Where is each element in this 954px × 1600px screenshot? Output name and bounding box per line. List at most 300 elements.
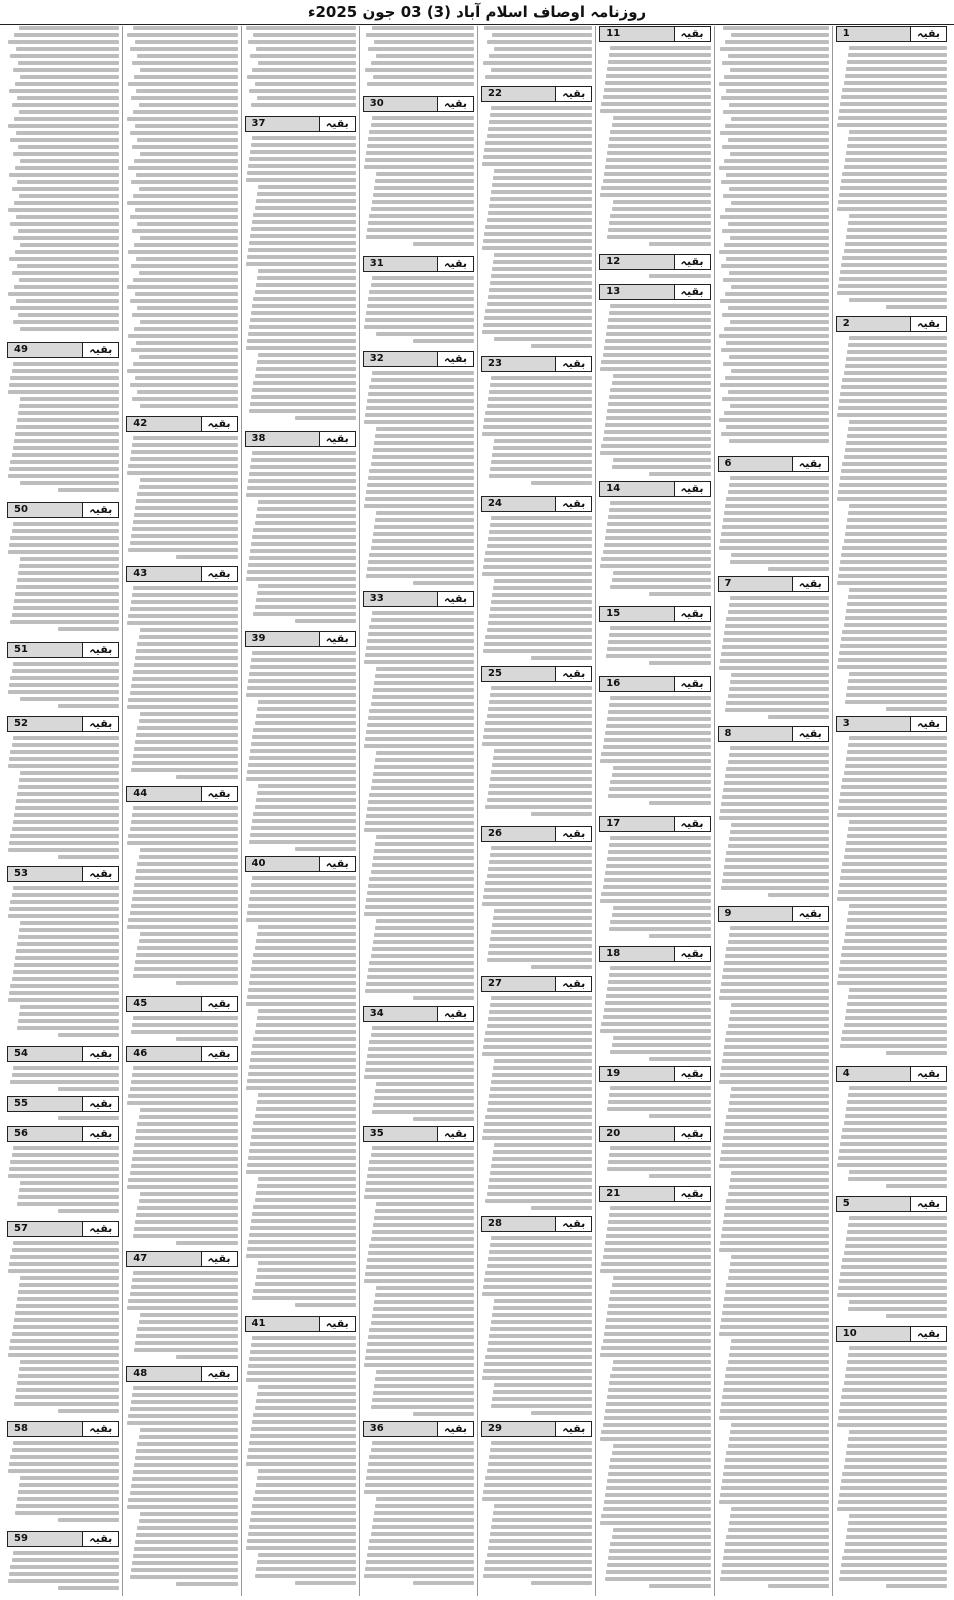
continuation-label: بقیہ [82, 867, 118, 881]
continuation-label: بقیہ [82, 1097, 118, 1111]
continuation-block [599, 481, 710, 604]
continuation-block [126, 1046, 237, 1249]
continuation-number: 19 [606, 1068, 621, 1079]
continuation-header [126, 416, 237, 432]
continuation-block [718, 456, 829, 574]
continuation-label: بقیہ [437, 592, 473, 606]
continuation-label: بقیہ [319, 632, 355, 646]
continuation-label: بقیہ [792, 577, 828, 591]
continuation-label: بقیہ [792, 457, 828, 471]
continuation-block [363, 1126, 474, 1419]
column-2 [714, 26, 832, 1596]
continuation-header [481, 666, 592, 682]
continuation-number: 49 [14, 344, 28, 355]
continuation-block [481, 826, 592, 974]
continuation-header [481, 976, 592, 992]
article-text [7, 1441, 119, 1522]
article-text [126, 586, 237, 779]
continuation-header [836, 26, 947, 42]
continuation-number: 5 [842, 1198, 850, 1209]
article-text [836, 46, 947, 309]
continuation-label: بقیہ [674, 482, 710, 496]
article-text [481, 996, 592, 1210]
continuation-header [363, 1126, 474, 1142]
continuation-block [481, 976, 592, 1214]
continuation-number: 36 [369, 1423, 384, 1434]
continuation-number: 14 [606, 483, 621, 494]
article-text [718, 746, 829, 897]
article-text [245, 136, 356, 420]
continuation-block [599, 26, 710, 252]
article-text [481, 1441, 592, 1585]
continuation-block [245, 431, 356, 629]
continuation-header [7, 342, 119, 358]
article-text [363, 26, 474, 94]
continuation-header [718, 576, 829, 592]
continuation-header [836, 716, 947, 732]
continuation-block [7, 1531, 119, 1594]
article-text [245, 651, 356, 851]
continuation-label: بقیہ [201, 1252, 237, 1266]
continuation-label: بقیہ [910, 27, 946, 41]
continuation-number: 47 [133, 1253, 148, 1264]
continuation-number: 16 [606, 678, 621, 689]
continuation-header [599, 254, 710, 270]
continuation-header [836, 1326, 947, 1342]
continuation-number: 7 [724, 578, 732, 589]
continuation-number: 26 [488, 828, 502, 839]
continuation-number: 32 [369, 353, 384, 364]
continuation-number: 27 [488, 978, 502, 989]
article-text [481, 516, 592, 660]
continuation-block [245, 631, 356, 854]
continuation-number: 50 [14, 504, 28, 515]
article-text [363, 1026, 474, 1121]
continuation-label: بقیہ [201, 787, 237, 801]
continuation-number: 21 [606, 1188, 621, 1199]
article-text [599, 966, 710, 1061]
continuation-label: بقیہ [437, 352, 473, 366]
continuation-number: 51 [14, 644, 28, 655]
continuation-label: بقیہ [910, 1197, 946, 1211]
continuation-label: بقیہ [674, 255, 710, 269]
continuation-block [481, 1421, 592, 1594]
continuation-number: 9 [724, 908, 732, 919]
article-text [126, 1066, 237, 1245]
article-text [599, 1086, 710, 1118]
article-text [836, 1346, 947, 1588]
continuation-number: 40 [251, 858, 266, 869]
continuation-header [7, 1046, 119, 1062]
continuation-label: بقیہ [201, 997, 237, 1011]
continuation-block [7, 502, 119, 640]
article-text [363, 371, 474, 585]
article-text [599, 836, 710, 938]
continuation-block [126, 1251, 237, 1364]
continuation-number: 39 [251, 633, 266, 644]
continuation-number: 3 [842, 718, 850, 729]
continuation-label: بقیہ [437, 97, 473, 111]
continuation-header [7, 1531, 119, 1547]
continuation-label: بقیہ [555, 357, 591, 371]
article-text [363, 276, 474, 343]
article-text [718, 926, 829, 1588]
continuation-block [836, 1066, 947, 1194]
continuation-block [599, 816, 710, 944]
page-masthead [0, 0, 954, 25]
article-text [363, 1441, 474, 1585]
continuation-label: بقیہ [437, 1422, 473, 1436]
article-text [7, 1146, 119, 1213]
continuation-number: 53 [14, 868, 28, 879]
continuation-number: 12 [606, 256, 621, 267]
continuation-label: بقیہ [555, 497, 591, 511]
continuation-block [7, 1421, 119, 1529]
continuation-header [7, 1221, 119, 1237]
continuation-header [363, 1006, 474, 1022]
continuation-block [245, 116, 356, 429]
continuation-number: 4 [842, 1068, 850, 1079]
continuation-number: 23 [488, 358, 502, 369]
continuation-label: بقیہ [674, 817, 710, 831]
continuation-number: 30 [369, 98, 384, 109]
continuation-block [599, 676, 710, 814]
continuation-header [718, 456, 829, 472]
continuation-label: بقیہ [437, 1007, 473, 1021]
continuation-number: 46 [133, 1048, 148, 1059]
continuation-block [599, 606, 710, 674]
article-text [599, 501, 710, 596]
article-text [126, 436, 237, 559]
article-text [7, 1241, 119, 1413]
continuation-number: 45 [133, 998, 148, 1009]
continuation-block [363, 1006, 474, 1124]
continuation-header [126, 996, 237, 1012]
continuation-label: بقیہ [674, 607, 710, 621]
article-text [126, 806, 237, 985]
continuation-block [126, 786, 237, 994]
continuation-block [718, 576, 829, 724]
continuation-header [599, 1126, 710, 1142]
continuation-label: بقیہ [674, 1127, 710, 1141]
continuation-header [126, 786, 237, 802]
continuation-label: بقیہ [82, 643, 118, 657]
continuation-block [599, 1066, 710, 1124]
text-columns [4, 26, 950, 1596]
continuation-header [481, 496, 592, 512]
article-text [599, 274, 710, 278]
continuation-header [481, 86, 592, 102]
continuation-header [245, 1316, 356, 1332]
article-text [836, 736, 947, 1055]
column-5 [359, 26, 477, 1596]
continuation-block [836, 26, 947, 314]
continuation-header [599, 1066, 710, 1082]
continuation-number: 55 [14, 1098, 28, 1109]
continuation-label: بقیہ [319, 117, 355, 131]
continuation-number: 57 [14, 1223, 28, 1234]
continuation-header [836, 1196, 947, 1212]
continuation-number: 18 [606, 948, 621, 959]
continuation-block [481, 1216, 592, 1419]
continuation-label: بقیہ [555, 667, 591, 681]
continuation-header [126, 566, 237, 582]
column-1 [832, 26, 950, 1596]
continuation-header [126, 1046, 237, 1062]
continuation-block [363, 351, 474, 589]
continuation-block [599, 946, 710, 1064]
article-text [363, 1146, 474, 1416]
continuation-block [718, 906, 829, 1594]
continuation-number: 20 [606, 1128, 621, 1139]
continuation-label: بقیہ [319, 857, 355, 871]
column-6 [241, 26, 359, 1596]
continuation-block [363, 1421, 474, 1594]
continuation-block [7, 642, 119, 714]
continuation-label: بقیہ [910, 1327, 946, 1341]
continuation-label: بقیہ [674, 1187, 710, 1201]
continuation-label: بقیہ [910, 1067, 946, 1081]
continuation-number: 48 [133, 1368, 148, 1379]
continuation-block [599, 284, 710, 479]
article-text [599, 304, 710, 476]
article-text [599, 1206, 710, 1588]
continuation-block [836, 316, 947, 714]
continuation-number: 44 [133, 788, 148, 799]
continuation-label: بقیہ [82, 1222, 118, 1236]
continuation-block [481, 666, 592, 824]
continuation-header [363, 96, 474, 112]
article-text [245, 451, 356, 623]
article-text [599, 696, 710, 805]
continuation-label: بقیہ [674, 1067, 710, 1081]
continuation-number: 37 [251, 118, 266, 129]
masthead-title: روزنامہ اوصاف اسلام آباد (3) 03 جون 2025ء [307, 3, 647, 21]
continuation-header [7, 1096, 119, 1112]
continuation-block [7, 716, 119, 864]
continuation-header [599, 816, 710, 832]
continuation-number: 41 [251, 1318, 266, 1329]
continuation-number: 11 [606, 28, 621, 39]
continuation-header [599, 946, 710, 962]
article-text [7, 1116, 119, 1120]
column-7 [122, 26, 240, 1596]
continuation-block [126, 416, 237, 564]
continuation-label: بقیہ [674, 677, 710, 691]
article-text [481, 686, 592, 816]
continuation-header [599, 284, 710, 300]
article-text [481, 106, 592, 348]
continuation-label: بقیہ [82, 343, 118, 357]
article-text [7, 662, 119, 708]
article-text [7, 736, 119, 859]
continuation-number: 29 [488, 1423, 502, 1434]
continuation-label: بقیہ [674, 285, 710, 299]
continuation-label: بقیہ [201, 1047, 237, 1061]
article-text [7, 1551, 119, 1590]
continuation-block [836, 716, 947, 1064]
article-text [599, 1146, 710, 1178]
article-text [481, 26, 592, 84]
continuation-label: بقیہ [910, 717, 946, 731]
continuation-block [245, 856, 356, 1314]
continuation-label: بقیہ [555, 827, 591, 841]
article-text [7, 522, 119, 631]
continuation-number: 6 [724, 458, 732, 469]
continuation-header [245, 631, 356, 647]
continuation-block [599, 1126, 710, 1184]
article-text [7, 26, 119, 340]
continuation-label: بقیہ [792, 727, 828, 741]
continuation-header [836, 1066, 947, 1082]
continuation-block [481, 356, 592, 494]
continuation-number: 58 [14, 1423, 28, 1434]
continuation-header [481, 1421, 592, 1437]
article-text [599, 46, 710, 246]
continuation-number: 1 [842, 28, 850, 39]
continuation-number: 10 [842, 1328, 857, 1339]
continuation-block [126, 566, 237, 784]
continuation-header [245, 856, 356, 872]
continuation-header [245, 431, 356, 447]
continuation-header [126, 1366, 237, 1382]
continuation-label: بقیہ [674, 947, 710, 961]
column-4 [477, 26, 595, 1596]
article-text [481, 846, 592, 969]
continuation-block [126, 996, 237, 1044]
continuation-label: بقیہ [674, 27, 710, 41]
article-text [126, 1386, 237, 1586]
continuation-block [836, 1196, 947, 1324]
continuation-header [7, 502, 119, 518]
continuation-block [7, 1096, 119, 1124]
continuation-number: 25 [488, 668, 502, 679]
article-text [481, 376, 592, 485]
continuation-label: بقیہ [201, 417, 237, 431]
continuation-label: بقیہ [82, 1422, 118, 1436]
continuation-block [363, 591, 474, 1004]
article-text [7, 886, 119, 1037]
article-text [245, 26, 356, 114]
continuation-number: 2 [842, 318, 850, 329]
article-text [245, 1336, 356, 1585]
article-text [836, 1216, 947, 1318]
continuation-label: بقیہ [82, 1047, 118, 1061]
continuation-number: 13 [606, 286, 621, 297]
continuation-header [363, 351, 474, 367]
continuation-label: بقیہ [555, 977, 591, 991]
continuation-header [481, 826, 592, 842]
continuation-label: بقیہ [201, 567, 237, 581]
continuation-header [7, 1421, 119, 1437]
continuation-header [363, 256, 474, 272]
continuation-header [363, 1421, 474, 1437]
continuation-header [481, 356, 592, 372]
continuation-number: 59 [14, 1533, 28, 1544]
continuation-header [599, 481, 710, 497]
continuation-block [7, 342, 119, 500]
continuation-number: 34 [369, 1008, 384, 1019]
continuation-block [7, 866, 119, 1044]
continuation-label: بقیہ [319, 1317, 355, 1331]
continuation-label: بقیہ [555, 1217, 591, 1231]
article-text [481, 1236, 592, 1415]
column-8 [4, 26, 122, 1596]
continuation-block [481, 496, 592, 664]
continuation-header [245, 116, 356, 132]
article-text [7, 1066, 119, 1091]
continuation-header [126, 1251, 237, 1267]
article-text [718, 26, 829, 454]
article-text [126, 1271, 237, 1359]
continuation-number: 42 [133, 418, 148, 429]
continuation-block [481, 86, 592, 354]
continuation-number: 35 [369, 1128, 384, 1139]
continuation-label: بقیہ [437, 1127, 473, 1141]
continuation-header [7, 866, 119, 882]
article-text [599, 626, 710, 665]
continuation-number: 15 [606, 608, 621, 619]
continuation-header [718, 726, 829, 742]
continuation-header [836, 316, 947, 332]
continuation-header [599, 676, 710, 692]
continuation-label: بقیہ [437, 257, 473, 271]
continuation-block [245, 1316, 356, 1594]
article-text [363, 611, 474, 1000]
continuation-block [836, 1326, 947, 1594]
continuation-block [363, 256, 474, 349]
continuation-block [599, 1186, 710, 1594]
continuation-label: بقیہ [792, 907, 828, 921]
continuation-header [718, 906, 829, 922]
article-text [126, 26, 237, 414]
continuation-block [126, 1366, 237, 1594]
continuation-header [599, 1186, 710, 1202]
continuation-header [481, 1216, 592, 1232]
continuation-header [7, 642, 119, 658]
continuation-number: 54 [14, 1048, 28, 1059]
continuation-number: 52 [14, 718, 28, 729]
continuation-header [363, 591, 474, 607]
article-text [836, 1086, 947, 1188]
continuation-number: 33 [369, 593, 384, 604]
column-3 [595, 26, 713, 1596]
continuation-number: 43 [133, 568, 148, 579]
continuation-header [7, 716, 119, 732]
continuation-label: بقیہ [555, 87, 591, 101]
continuation-label: بقیہ [555, 1422, 591, 1436]
article-text [126, 1016, 237, 1041]
continuation-number: 8 [724, 728, 732, 739]
continuation-block [363, 96, 474, 254]
continuation-label: بقیہ [910, 317, 946, 331]
continuation-block [7, 1046, 119, 1094]
continuation-header [599, 26, 710, 42]
continuation-header [7, 1126, 119, 1142]
article-text [245, 876, 356, 1307]
article-text [718, 476, 829, 571]
continuation-label: بقیہ [319, 432, 355, 446]
article-text [7, 362, 119, 492]
continuation-number: 22 [488, 88, 502, 99]
continuation-label: بقیہ [82, 717, 118, 731]
article-text [718, 596, 829, 719]
article-text [363, 116, 474, 246]
continuation-block [7, 1221, 119, 1419]
continuation-number: 56 [14, 1128, 28, 1139]
continuation-number: 24 [488, 498, 502, 509]
continuation-block [7, 1126, 119, 1219]
